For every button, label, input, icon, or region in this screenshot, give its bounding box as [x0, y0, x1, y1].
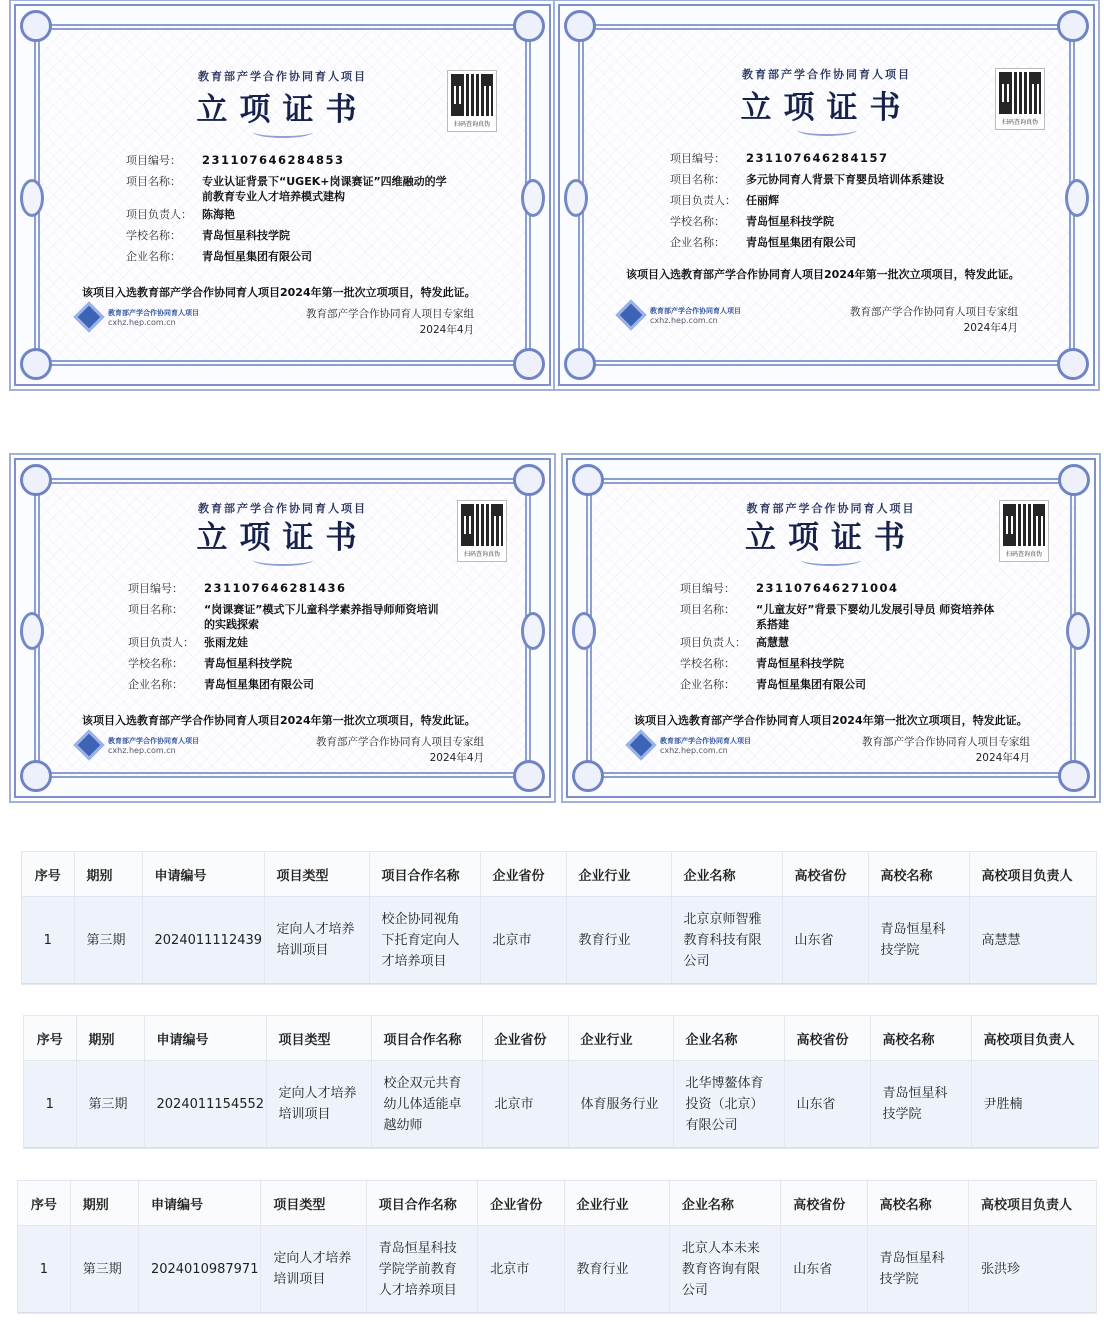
issuer-name: 教育部产学合作协同育人项目专家组: [862, 736, 1030, 748]
corner-ornament-icon: [20, 464, 52, 496]
qr-caption: 扫码查询真伪: [1005, 551, 1042, 558]
qr-code-icon: [451, 74, 493, 116]
logo-url[interactable]: cxhz.hep.com.cn: [108, 317, 176, 327]
field-value: 231107646284853: [202, 153, 345, 167]
cell-company-industry: 教育行业: [564, 1226, 669, 1313]
certificate-fields: [128, 578, 449, 695]
column-header-school-leader: 高校项目负责人: [969, 852, 1096, 897]
field-value: 青岛恒星集团有限公司: [204, 678, 314, 691]
corner-ornament-icon: [1057, 10, 1089, 42]
program-logo-icon: [73, 301, 104, 332]
field-value: 青岛恒星科技学院: [202, 229, 290, 242]
field-label: 企业名称：: [126, 250, 181, 263]
field-value: 231107646284157: [746, 151, 889, 165]
field-label: 学校名称：: [670, 215, 725, 228]
side-ornament-icon: [572, 612, 596, 650]
cell-company-province: 北京市: [478, 1226, 564, 1313]
issue-date: 2024年4月: [963, 322, 1018, 334]
logo-text: 教育部产学合作协同育人项目: [650, 306, 741, 315]
field-label: 企业名称：: [128, 678, 183, 691]
cell-company-industry: 教育行业: [566, 897, 671, 984]
field-value: “儿童友好”背景下婴幼儿发展引导员 师资培养体系搭建: [756, 603, 995, 631]
qr-code[interactable]: [457, 500, 507, 562]
qr-caption: 扫码查询真伪: [453, 121, 490, 128]
program-logo: [78, 734, 199, 756]
cell-company-province: 北京市: [482, 1061, 568, 1148]
field-project-number: [670, 148, 991, 169]
title-flourish-icon: [253, 126, 313, 138]
table-header-row: [18, 1181, 1096, 1226]
field-project-name: [680, 599, 1001, 632]
field-value: 青岛恒星科技学院: [756, 657, 844, 670]
field-value: 多元协同育人背景下育婴员培训体系建设: [746, 173, 944, 186]
cell-company-industry: 体育服务行业: [568, 1061, 673, 1148]
certificate-fields: [680, 578, 1001, 695]
logo-text: 教育部产学合作协同育人项目: [108, 308, 199, 317]
project-table: [22, 852, 1096, 984]
field-value: 青岛恒星科技学院: [204, 657, 292, 670]
column-header-project-name: 项目合作名称: [366, 1181, 477, 1226]
issuer-block: [850, 304, 1018, 336]
certificate-title: 立项证书: [196, 520, 369, 556]
program-logo-icon: [73, 729, 104, 760]
qr-code[interactable]: [447, 70, 497, 132]
cell-school-leader: 张洪珍: [968, 1226, 1096, 1313]
cell-seq: 1: [24, 1061, 76, 1148]
column-header-seq: 序号: [24, 1016, 76, 1061]
cell-app-no: 2024010987971: [138, 1226, 260, 1313]
corner-ornament-icon: [20, 760, 52, 792]
side-ornament-icon: [564, 179, 588, 217]
field-label: 项目编号：: [126, 154, 181, 167]
cell-school-leader: 尹胜楠: [971, 1061, 1098, 1148]
issuer-name: 教育部产学合作协同育人项目专家组: [850, 306, 1018, 318]
cell-period: 第三期: [74, 897, 142, 984]
field-value: 陈海艳: [202, 208, 235, 221]
field-company-name: [128, 674, 449, 695]
field-value: 专业认证背景下“UGEK+岗课赛证”四维融动的学前教育专业人才培养模式建构: [202, 175, 447, 203]
corner-ornament-icon: [513, 348, 545, 380]
side-ornament-icon: [20, 179, 44, 217]
table-header-row: [22, 852, 1096, 897]
column-header-app-no: 申请编号: [142, 852, 264, 897]
field-school-name: [126, 225, 447, 246]
certificate: [558, 4, 1095, 386]
cell-app-no: 2024011154552: [144, 1061, 266, 1148]
field-project-name: [128, 599, 449, 632]
field-project-leader: [670, 190, 991, 211]
issuer-name: 教育部产学合作协同育人项目专家组: [316, 736, 484, 748]
field-company-name: [680, 674, 1001, 695]
field-value: 高慧慧: [756, 636, 789, 649]
column-header-school-name: 高校名称: [870, 1016, 971, 1061]
issuer-block: [862, 734, 1030, 766]
side-ornament-icon: [1066, 612, 1090, 650]
field-value: 任丽辉: [746, 194, 779, 207]
certificate-statement: 该项目入选教育部产学合作协同育人项目2024年第一批次立项项目，特发此证。: [82, 714, 476, 727]
column-header-school-name: 高校名称: [868, 852, 969, 897]
logo-url[interactable]: cxhz.hep.com.cn: [108, 745, 176, 755]
cell-school-name: 青岛恒星科技学院: [870, 1061, 971, 1148]
field-project-number: [128, 578, 449, 599]
cell-project-name: 校企双元共育幼儿体适能卓越幼师: [371, 1061, 482, 1148]
table-header-row: [24, 1016, 1098, 1061]
qr-caption: 扫码查询真伪: [463, 551, 500, 558]
qr-code-icon: [461, 504, 503, 546]
field-value: 青岛恒星集团有限公司: [746, 236, 856, 249]
field-label: 企业名称：: [680, 678, 735, 691]
cell-project-name: 校企协同视角下托育定向人才培养项目: [369, 897, 480, 984]
program-logo-icon: [615, 299, 646, 330]
column-header-project-name: 项目合作名称: [371, 1016, 482, 1061]
corner-ornament-icon: [20, 348, 52, 380]
field-label: 项目编号：: [670, 152, 725, 165]
field-value: 张雨龙娃: [204, 636, 248, 649]
table-row: [24, 1061, 1098, 1148]
cell-period: 第三期: [70, 1226, 138, 1313]
field-project-leader: [680, 632, 1001, 653]
field-label: 项目名称：: [670, 173, 725, 186]
corner-ornament-icon: [564, 10, 596, 42]
table-row: [22, 897, 1096, 984]
issue-date: 2024年4月: [975, 752, 1030, 764]
field-value: 231107646281436: [204, 581, 347, 595]
corner-ornament-icon: [513, 464, 545, 496]
field-label: 项目负责人：: [128, 636, 194, 649]
certificate-title: 立项证书: [745, 520, 917, 556]
issuer-block: [306, 306, 474, 338]
certificate: [566, 458, 1096, 798]
field-label: 项目名称：: [128, 603, 183, 616]
logo-text: 教育部产学合作协同育人项目: [108, 736, 199, 745]
cell-school-name: 青岛恒星科技学院: [867, 1226, 968, 1313]
field-company-name: [670, 232, 991, 253]
column-header-company-province: 企业省份: [482, 1016, 568, 1061]
column-header-school-name: 高校名称: [867, 1181, 968, 1226]
certificate-statement: 该项目入选教育部产学合作协同育人项目2024年第一批次立项项目，特发此证。: [82, 286, 476, 299]
column-header-company-name: 企业名称: [671, 852, 782, 897]
column-header-company-industry: 企业行业: [568, 1016, 673, 1061]
corner-ornament-icon: [572, 760, 604, 792]
cell-company-name: 北京人本未来教育咨询有限公司: [669, 1226, 780, 1313]
logo-url[interactable]: cxhz.hep.com.cn: [650, 315, 718, 325]
column-header-school-province: 高校省份: [781, 1181, 867, 1226]
cell-project-name: 青岛恒星科技学院学前教育人才培养项目: [366, 1226, 477, 1313]
title-flourish-icon: [797, 124, 857, 136]
qr-code[interactable]: [995, 68, 1045, 130]
side-ornament-icon: [521, 179, 545, 217]
logo-url[interactable]: cxhz.hep.com.cn: [660, 745, 728, 755]
field-company-name: [126, 246, 447, 267]
cell-company-name: 北华博鳌体育投资（北京）有限公司: [673, 1061, 784, 1148]
column-header-period: 期别: [76, 1016, 144, 1061]
field-label: 项目编号：: [680, 582, 735, 595]
field-label: 企业名称：: [670, 236, 725, 249]
field-project-number: [680, 578, 1001, 599]
table-row: [18, 1226, 1096, 1313]
logo-text: 教育部产学合作协同育人项目: [660, 736, 751, 745]
column-header-school-leader: 高校项目负责人: [968, 1181, 1096, 1226]
column-header-seq: 序号: [18, 1181, 70, 1226]
program-logo-icon: [625, 729, 656, 760]
project-table: [18, 1181, 1096, 1313]
corner-ornament-icon: [513, 10, 545, 42]
field-value: 青岛恒星科技学院: [746, 215, 834, 228]
column-header-project-type: 项目类型: [264, 852, 369, 897]
corner-ornament-icon: [1058, 760, 1090, 792]
certificate-subtitle: 教育部产学合作协同育人项目: [742, 68, 911, 81]
cell-seq: 1: [18, 1226, 70, 1313]
corner-ornament-icon: [1057, 348, 1089, 380]
cell-company-name: 北京京师智雅教育科技有限公司: [671, 897, 782, 984]
corner-ornament-icon: [564, 348, 596, 380]
corner-ornament-icon: [513, 760, 545, 792]
side-ornament-icon: [521, 612, 545, 650]
cell-school-leader: 高慧慧: [969, 897, 1096, 984]
column-header-school-province: 高校省份: [782, 852, 868, 897]
field-value: 青岛恒星集团有限公司: [756, 678, 866, 691]
certificate-subtitle: 教育部产学合作协同育人项目: [746, 502, 916, 515]
certificate-statement: 该项目入选教育部产学合作协同育人项目2024年第一批次立项项目，特发此证。: [634, 714, 1028, 727]
field-label: 学校名称：: [680, 657, 735, 670]
column-header-company-province: 企业省份: [478, 1181, 564, 1226]
column-header-period: 期别: [74, 852, 142, 897]
column-header-company-industry: 企业行业: [564, 1181, 669, 1226]
program-logo: [78, 306, 199, 328]
column-header-company-name: 企业名称: [669, 1181, 780, 1226]
field-label: 项目负责人：: [670, 194, 736, 207]
side-ornament-icon: [20, 612, 44, 650]
column-header-school-leader: 高校项目负责人: [971, 1016, 1098, 1061]
program-logo: [620, 304, 741, 326]
field-project-leader: [126, 204, 447, 225]
certificate-fields: [126, 150, 447, 267]
certificate: [14, 4, 551, 386]
certificate: [14, 458, 551, 798]
field-value: 231107646271004: [756, 581, 899, 595]
column-header-period: 期别: [70, 1181, 138, 1226]
certificate-subtitle: 教育部产学合作协同育人项目: [198, 502, 367, 515]
field-label: 项目编号：: [128, 582, 183, 595]
column-header-project-name: 项目合作名称: [369, 852, 480, 897]
field-label: 项目负责人：: [680, 636, 746, 649]
cell-seq: 1: [22, 897, 74, 984]
field-label: 项目名称：: [126, 175, 181, 188]
project-table: [24, 1016, 1098, 1148]
field-project-number: [126, 150, 447, 171]
qr-caption: 扫码查询真伪: [1001, 119, 1038, 126]
issue-date: 2024年4月: [419, 324, 474, 336]
qr-code[interactable]: [999, 500, 1049, 562]
column-header-app-no: 申请编号: [144, 1016, 266, 1061]
corner-ornament-icon: [1058, 464, 1090, 496]
certificate-title: 立项证书: [196, 92, 369, 128]
cell-school-name: 青岛恒星科技学院: [868, 897, 969, 984]
cell-project-type: 定向人才培养培训项目: [261, 1226, 366, 1313]
title-flourish-icon: [253, 554, 313, 566]
cell-project-type: 定向人才培养培训项目: [266, 1061, 371, 1148]
column-header-company-industry: 企业行业: [566, 852, 671, 897]
certificate-fields: [670, 148, 991, 253]
field-label: 学校名称：: [126, 229, 181, 242]
field-label: 学校名称：: [128, 657, 183, 670]
field-value: “岗课赛证”模式下儿童科学素养指导师师资培训的实践探索: [204, 603, 439, 631]
cell-school-province: 山东省: [781, 1226, 867, 1313]
cell-company-province: 北京市: [480, 897, 566, 984]
certificate-statement: 该项目入选教育部产学合作协同育人项目2024年第一批次立项项目，特发此证。: [626, 268, 1020, 281]
program-logo: [630, 734, 751, 756]
certificate-title: 立项证书: [740, 90, 913, 126]
field-label: 项目负责人：: [126, 208, 192, 221]
cell-school-province: 山东省: [784, 1061, 870, 1148]
column-header-company-province: 企业省份: [480, 852, 566, 897]
column-header-company-name: 企业名称: [673, 1016, 784, 1061]
field-value: 青岛恒星集团有限公司: [202, 250, 312, 263]
issue-date: 2024年4月: [429, 752, 484, 764]
field-school-name: [128, 653, 449, 674]
cell-project-type: 定向人才培养培训项目: [264, 897, 369, 984]
qr-code-icon: [1003, 504, 1045, 546]
cell-school-province: 山东省: [782, 897, 868, 984]
side-ornament-icon: [1065, 179, 1089, 217]
field-project-leader: [128, 632, 449, 653]
field-project-name: [670, 169, 991, 190]
issuer-name: 教育部产学合作协同育人项目专家组: [306, 308, 474, 320]
cell-period: 第三期: [76, 1061, 144, 1148]
field-label: 项目名称：: [680, 603, 735, 616]
issuer-block: [316, 734, 484, 766]
column-header-app-no: 申请编号: [138, 1181, 260, 1226]
qr-code-icon: [999, 72, 1041, 114]
cell-app-no: 2024011112439: [142, 897, 264, 984]
corner-ornament-icon: [572, 464, 604, 496]
column-header-seq: 序号: [22, 852, 74, 897]
field-school-name: [670, 211, 991, 232]
field-project-name: [126, 171, 447, 204]
column-header-school-province: 高校省份: [784, 1016, 870, 1061]
column-header-project-type: 项目类型: [266, 1016, 371, 1061]
column-header-project-type: 项目类型: [261, 1181, 366, 1226]
certificate-subtitle: 教育部产学合作协同育人项目: [198, 70, 367, 83]
title-flourish-icon: [801, 554, 861, 566]
field-school-name: [680, 653, 1001, 674]
corner-ornament-icon: [20, 10, 52, 42]
